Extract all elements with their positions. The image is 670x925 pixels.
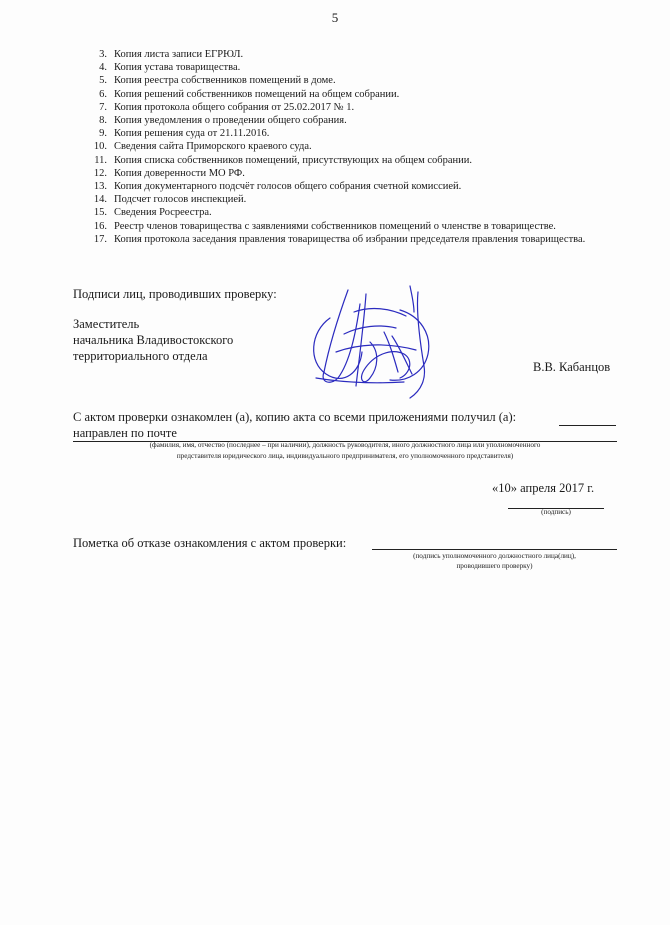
acknowledgement-caption-line1: (фамилия, имя, отчество (последнее – при наличии), должность руководителя, иного должностного лица или уполномоченного [149,441,541,449]
attachment-item [84,154,619,167]
acknowledgement-value: направлен по почте [73,426,177,440]
attachment-number: 14. [93,194,107,206]
attachment-text: Копия решений собственников помещений на общем собрании. [114,88,400,100]
attachment-number: 6. [99,88,107,100]
refusal-text: Пометка об отказе ознакомления с актом проверки: [73,536,347,550]
attachment-text: Копия документарного подсчёт голосов общего собрания счетной комиссией. [114,181,462,193]
attachment-number: 7. [99,101,107,113]
attachment-text: Копия устава товарищества. [114,62,241,74]
attachment-text: Копия протокола заседания правления товарищества об избрании председателя правления товарищества. [114,233,586,245]
attachment-item [84,61,619,74]
attachment-item [84,127,619,140]
attachment-text: Копия листа записи ЕГРЮЛ. [114,49,244,60]
attachment-item [84,167,619,180]
attachment-text: Сведения сайта Приморского краевого суда. [114,141,312,153]
attachment-item [84,206,619,219]
attachment-number: 15. [93,207,107,219]
attachment-number: 12. [93,167,107,179]
attachment-item [84,220,619,233]
attachment-text: Копия уведомления о проведении общего собрания. [114,115,347,127]
attachment-text: Копия доверенности МО РФ. [114,167,245,179]
attachment-item [84,180,619,193]
attachment-number: 17. [93,233,107,245]
attachment-text: Сведения Росреестра. [114,207,212,219]
acknowledgement-text: С актом проверки ознакомлен (а), копию акта со всеми приложениями получил (а): [73,410,517,424]
attachments-list [84,48,619,246]
page-number: 5 [331,10,339,25]
attachment-number: 5. [99,75,107,87]
attachment-text: Копия списка собственников помещений, присутствующих на общем собрании. [114,154,473,166]
act-date: «10» апреля 2017 г. [492,481,595,495]
attachment-number: 13. [93,181,107,193]
attachment-number: 8. [99,115,107,127]
signer-position-line1: Заместитель [73,317,140,331]
acknowledgement-blank-line [559,425,616,426]
attachment-item [84,74,619,87]
attachment-number: 3. [99,49,107,60]
attachment-text: Реестр членов товарищества с заявлениями собственников помещений о членстве в товариществе. [114,220,556,232]
attachment-text: Подсчет голосов инспекцией. [114,194,247,206]
signatures-heading: Подписи лиц, проводивших проверку: [73,287,277,301]
handwritten-signature [300,282,450,402]
attachment-text: Копия протокола общего собрания от 25.02.2017 № 1. [114,101,355,113]
attachment-text: Копия решения суда от 21.11.2016. [114,128,270,140]
attachment-number: 9. [99,128,107,140]
attachment-item [84,114,619,127]
attachment-item [84,233,619,246]
attachment-item [84,193,619,206]
refusal-underline [372,549,617,550]
attachment-text: Копия реестра собственников помещений в доме. [114,75,336,87]
signer-position-line3: территориального отдела [73,349,208,363]
acknowledgement-caption-line2: представителя юридического лица, индивидуального предпринимателя, его уполномоченного представителя) [176,452,514,460]
attachment-item [84,88,619,101]
refusal-caption-line1: (подпись уполномоченного должностного лица(лиц), [413,552,576,560]
attachment-number: 10. [93,141,107,153]
refusal-caption-line2: проводившего проверку) [456,562,533,570]
attachment-number: 4. [99,62,107,74]
attachment-number: 11. [94,154,107,166]
attachment-number: 16. [93,220,107,232]
signer-position-line2: начальника Владивостокского [73,333,234,347]
attachment-item [84,101,619,114]
attachment-item [84,140,619,153]
date-signature-caption: (подпись) [541,508,571,516]
attachment-item [84,48,619,61]
signer-name: В.В. Кабанцов [533,360,611,374]
